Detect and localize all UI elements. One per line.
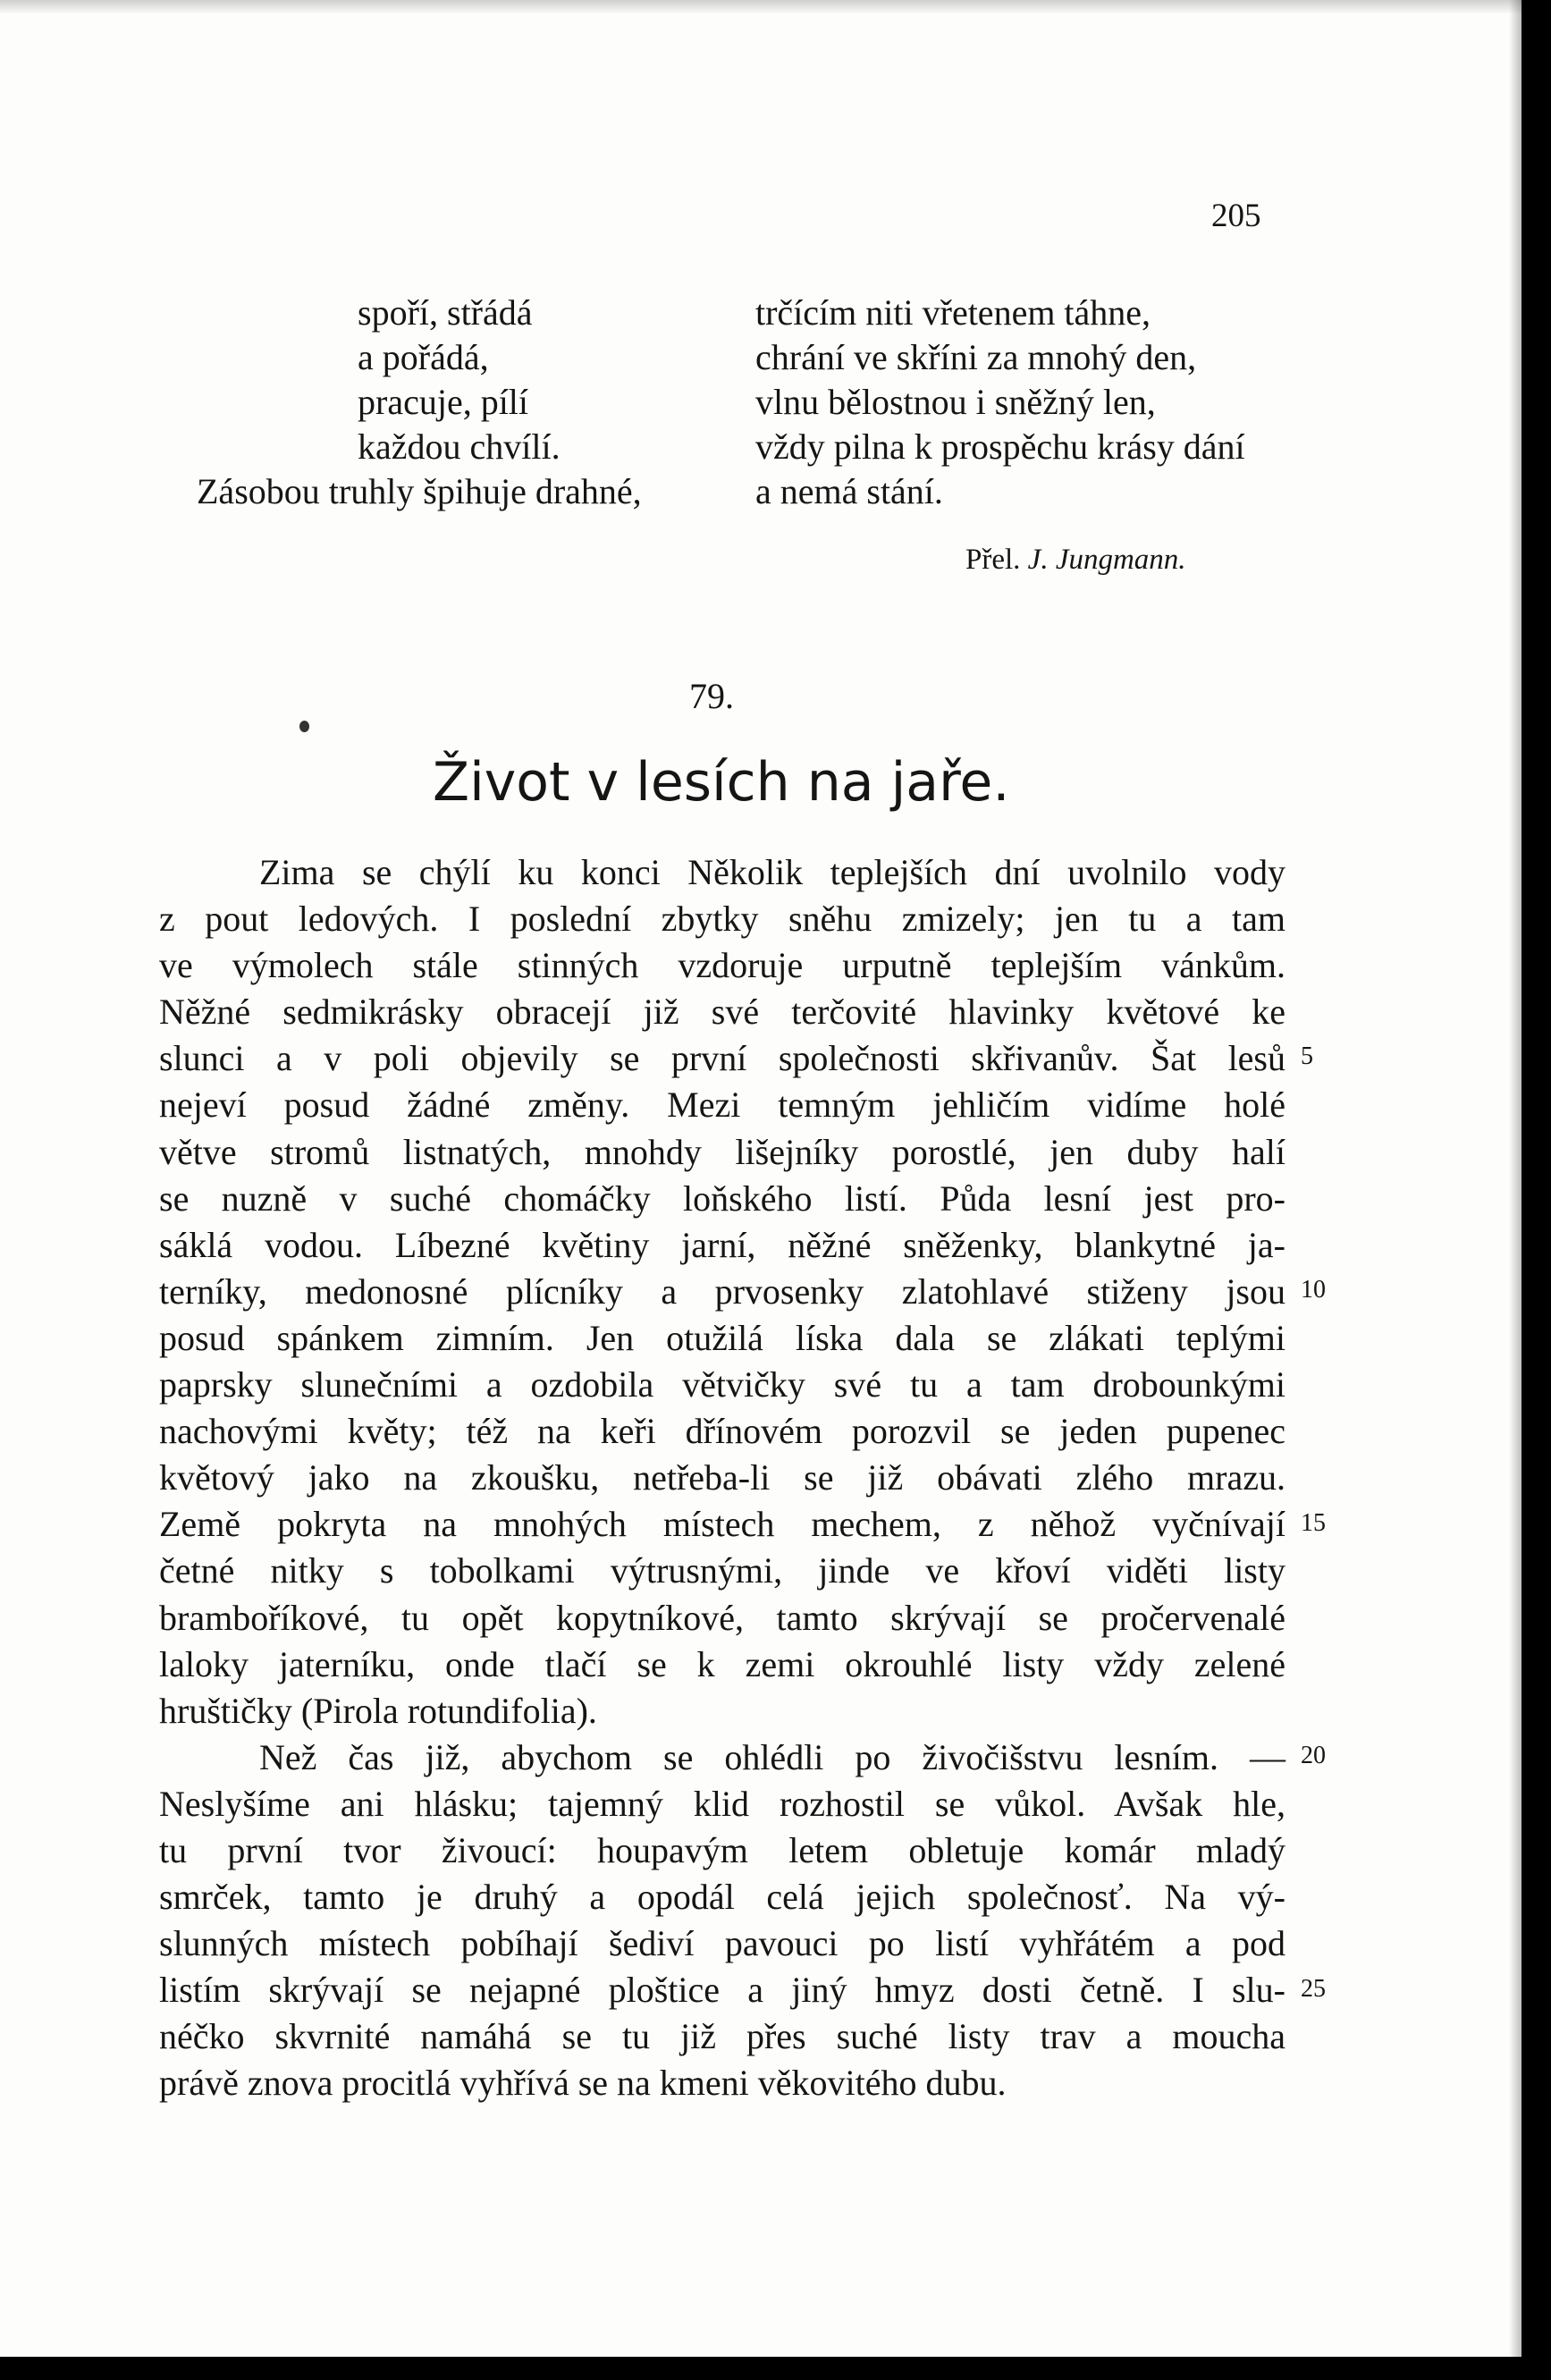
text-line: větve stromů listnatých, mnohdy lišejníky porostlé, jen duby halí [159, 1131, 1285, 1172]
text-line: bramboříkové, tu opět kopytníkové, tamto skrývají se pročervenalé [159, 1597, 1285, 1638]
line-number-5: 5 [1301, 1042, 1313, 1070]
text-line: laloky jaterníku, onde tlačí se k zemi okrouhlé listy vždy zelené [159, 1643, 1285, 1684]
page-edge-top [0, 0, 1521, 14]
text-line: posud spánkem zimním. Jen otužilá líska dala se zlákati teplými [159, 1317, 1285, 1358]
text-line: Než čas již, abychom se ohlédli po živočišstvu lesním. — [259, 1736, 1285, 1777]
page-edge-right [1509, 0, 1521, 2357]
text-line: nejeví posud žádné změny. Mezi temným jehličím vidíme holé [159, 1085, 1285, 1126]
text-line: néčko skvrnité namáhá se tu již přes suché listy trav a moucha [159, 2016, 1285, 2057]
text-line: Země pokryta na mnohých místech mechem, z něhož vyčnívají [159, 1504, 1285, 1545]
text-line: se nuzně v suché chomáčky loňského listí. Půda lesní jest pro- [159, 1177, 1285, 1219]
poem-line: vždy pilna k prospěchu krásy dání [755, 426, 1245, 467]
section-title: Život v lesích na jaře. [433, 751, 1010, 814]
text-line: právě znova procitlá vyhřívá se na kmeni věkovitého dubu. [159, 2063, 1007, 2104]
text-line: Neslyšíme ani hlásku; tajemný klid rozhostil se vůkol. Avšak hle, [159, 1783, 1285, 1824]
text-line: listím skrývají se nejapné ploštice a jiný hmyz dosti četně. I slu- [159, 1970, 1285, 2011]
line-number-10: 10 [1301, 1276, 1326, 1304]
text-line: sáklá vodou. Líbezné květiny jarní, něžné sněženky, blankytné ja- [159, 1224, 1285, 1265]
text-line: slunných místech pobíhají šediví pavouci po listí vyhřátém a pod [159, 1923, 1285, 1964]
poem-line: chrání ve skříni za mnohý den, [755, 337, 1197, 377]
poem-left-column [161, 291, 733, 514]
text-line: paprsky slunečními a ozdobila větvičky své tu a tam drobounkými [159, 1364, 1285, 1405]
text-line: ve výmolech stále stinných vzdoruje urputně teplejším vánkům. [159, 945, 1285, 986]
text-line: slunci a v poli objevily se první společnosti skřivanův. Šat lesů [159, 1038, 1285, 1079]
translator-attribution [965, 544, 1186, 577]
line-number-15: 15 [1301, 1509, 1326, 1537]
poem-right-column [755, 291, 1310, 514]
line-number-25: 25 [1301, 1975, 1326, 2003]
attribution-prefix: Přel. [965, 544, 1021, 576]
page-number: 205 [1211, 198, 1261, 234]
text-line: smrček, tamto je druhý a opodál celá jejich společnosť. Na vý- [159, 1877, 1285, 1918]
poem-line: a nemá stání. [755, 471, 943, 511]
attribution-name: J. Jungmann. [1027, 544, 1186, 576]
poem-line: vlnu bělostnou i sněžný len, [755, 382, 1156, 422]
poem-line: spoří, střádá [358, 292, 533, 333]
poem-line: a pořádá, [358, 337, 489, 377]
body-text [159, 849, 1285, 2107]
text-line: četné nitky s tobolkami výtrusnými, jinde ve křoví viděti listy [159, 1550, 1285, 1591]
text-line: nachovými květy; též na keři dřínovém porozvil se jeden pupenec [159, 1411, 1285, 1452]
ink-dot [299, 721, 309, 732]
line-number-20: 20 [1301, 1742, 1326, 1769]
text-line: Něžné sedmikrásky obracejí již své terčovité hlavinky květové ke [159, 992, 1285, 1033]
poem-line: každou chvílí. [358, 426, 561, 467]
text-line: Zima se chýlí ku konci Několik teplejších dní uvolnilo vody [259, 852, 1285, 892]
section-number: 79. [689, 676, 734, 716]
text-line: tu první tvor živoucí: houpavým letem obletuje komár mladý [159, 1829, 1285, 1870]
text-line: hruštičky (Pirola rotundifolia). [159, 1690, 597, 1731]
poem-line: Zásobou truhly špihuje drahné, [197, 471, 642, 511]
text-line: z pout ledových. I poslední zbytky sněhu zmizely; jen tu a tam [159, 899, 1285, 940]
poem-line: pracuje, pílí [358, 382, 529, 422]
text-line: terníky, medonosné plícníky a prvosenky zlatohlavé stiženy jsou [159, 1270, 1285, 1312]
poem-line: trčícím niti vřetenem táhne, [755, 292, 1151, 333]
text-line: květový jako na zkoušku, netřeba-li se již obávati zlého mrazu. [159, 1457, 1285, 1498]
